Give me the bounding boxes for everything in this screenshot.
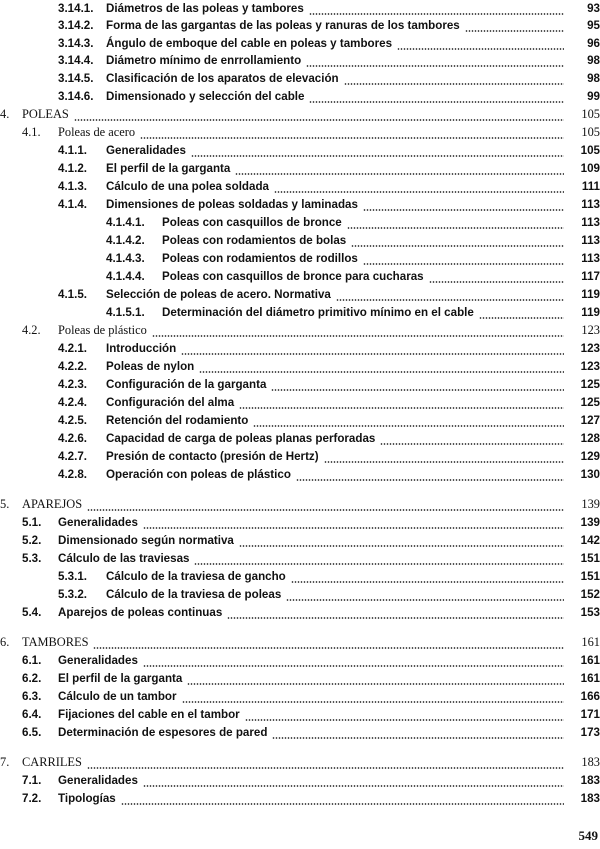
toc-entry[interactable] xyxy=(58,35,600,53)
dot-leader xyxy=(239,545,564,547)
dot-leader xyxy=(143,665,564,667)
toc-entry-number: 6.3. xyxy=(22,690,42,703)
toc-entry-page: 96 xyxy=(587,37,600,50)
toc-entry-page: 127 xyxy=(580,414,600,427)
dot-leader xyxy=(227,617,564,619)
toc-entry[interactable] xyxy=(58,412,600,430)
dot-leader xyxy=(87,509,564,511)
dot-leader xyxy=(351,245,564,247)
dot-leader xyxy=(271,389,564,391)
toc-entry-number: 7. xyxy=(0,755,10,769)
toc-entry-page: 111 xyxy=(581,180,600,193)
toc-entry[interactable] xyxy=(106,250,600,268)
toc-entry-title: Diámetros de las poleas y tambores xyxy=(106,2,304,15)
toc-entry-title: TAMBORES xyxy=(22,635,89,649)
toc-entry-number: 4.1. xyxy=(22,125,41,139)
toc-entry-number: 4.2.6. xyxy=(58,432,88,445)
toc-entry-number: 4.2.1. xyxy=(58,342,88,355)
dot-leader xyxy=(479,317,564,319)
dot-leader xyxy=(121,803,564,805)
toc-entry-title: Generalidades xyxy=(58,774,138,787)
toc-entry-title: Introducción xyxy=(106,342,177,355)
toc-entry-number: 4.2.2. xyxy=(58,360,88,373)
toc-entry-page: 151 xyxy=(580,552,600,565)
toc-entry-number: 3.14.2. xyxy=(58,19,94,32)
toc-entry[interactable] xyxy=(58,358,600,376)
dot-leader xyxy=(191,155,564,157)
toc-entry-number: 5.3.2. xyxy=(58,588,88,601)
dot-leader xyxy=(194,563,564,565)
toc-entry-title: Dimensionado y selección del cable xyxy=(106,90,305,103)
toc-entry-title: El perfil de la garganta xyxy=(58,672,183,685)
toc-entry-title: Generalidades xyxy=(58,516,138,529)
dot-leader xyxy=(347,227,564,229)
toc-entry[interactable] xyxy=(0,496,600,514)
toc-entry-title: Cálculo de la traviesa de gancho xyxy=(106,570,286,583)
toc-entry[interactable] xyxy=(58,286,600,304)
toc-entry-page: 98 xyxy=(587,72,600,85)
toc-entry-page: 152 xyxy=(580,588,600,601)
toc-entry-number: 3.14.5. xyxy=(58,72,94,85)
toc-entry-page: 95 xyxy=(587,19,600,32)
dot-leader xyxy=(309,13,564,15)
toc-entry[interactable] xyxy=(22,688,600,706)
toc-entry[interactable] xyxy=(58,0,600,18)
dot-leader xyxy=(187,683,564,685)
toc-entry[interactable] xyxy=(106,304,600,322)
toc-entry[interactable] xyxy=(58,160,600,178)
toc-entry-title: Poleas con casquillos de bronce para cucharas xyxy=(162,270,424,283)
toc-entry-number: 5.3. xyxy=(22,552,42,565)
toc-entry[interactable] xyxy=(58,394,600,412)
dot-leader xyxy=(380,443,564,445)
toc-entry-title: Generalidades xyxy=(58,654,138,667)
toc-entry[interactable] xyxy=(58,430,600,448)
toc-entry[interactable] xyxy=(22,790,600,808)
toc-entry[interactable] xyxy=(0,634,600,652)
toc-entry[interactable] xyxy=(58,17,600,35)
toc-entry-page: 129 xyxy=(580,450,600,463)
toc-entry-number: 3.14.1. xyxy=(58,2,94,15)
dot-leader xyxy=(93,647,564,649)
dot-leader xyxy=(309,101,564,103)
toc-entry-number: 5.3.1. xyxy=(58,570,88,583)
toc-entry-number: 4.1.4. xyxy=(58,198,88,211)
toc-entry-page: 123 xyxy=(580,360,600,373)
dot-leader xyxy=(363,263,564,265)
dot-leader xyxy=(306,65,564,67)
toc-entry-title: Configuración del alma xyxy=(106,396,235,409)
toc-entry[interactable] xyxy=(58,466,600,484)
toc-entry-title: Cálculo de las traviesas xyxy=(58,552,190,565)
dot-leader xyxy=(199,371,564,373)
toc-entry[interactable] xyxy=(22,532,600,550)
toc-entry-page: 139 xyxy=(580,516,600,529)
dot-leader xyxy=(363,209,564,211)
toc-entry-page: 98 xyxy=(587,54,600,67)
toc-entry[interactable] xyxy=(58,142,600,160)
toc-entry[interactable] xyxy=(22,772,600,790)
toc-entry-number: 7.1. xyxy=(22,774,42,787)
toc-entry-page: 161 xyxy=(580,672,600,685)
dot-leader xyxy=(291,581,564,583)
toc-entry-page: 113 xyxy=(581,216,600,229)
toc-entry-title: CARRILES xyxy=(22,755,82,769)
toc-entry-title: Forma de las gargantas de las poleas y ranuras de los tambores xyxy=(106,19,460,32)
dot-leader xyxy=(182,701,564,703)
dot-leader xyxy=(253,425,564,427)
toc-entry[interactable] xyxy=(22,550,600,568)
toc-entry-title: Determinación del diámetro primitivo mínimo en el cable xyxy=(162,306,474,319)
toc-entry[interactable] xyxy=(22,652,600,670)
toc-entry-number: 4.2.3. xyxy=(58,378,88,391)
toc-entry-title: Retención del rodamiento xyxy=(106,414,249,427)
toc-entry[interactable] xyxy=(58,70,600,88)
dot-leader xyxy=(143,785,564,787)
dot-leader xyxy=(296,479,564,481)
toc-entry-title: Determinación de espesores de pared xyxy=(58,726,268,739)
toc-entry-title: Clasificación de los aparatos de elevación xyxy=(106,72,339,85)
toc-entry-title: Ángulo de emboque del cable en poleas y tambores xyxy=(106,37,393,50)
toc-entry-title: Poleas de acero xyxy=(58,125,136,139)
toc-entry-number: 4.1.4.3. xyxy=(106,252,145,265)
toc-entry-number: 6.2. xyxy=(22,672,42,685)
toc-entry-page: 113 xyxy=(581,252,600,265)
toc-entry-page: 128 xyxy=(580,432,600,445)
dot-leader xyxy=(324,461,564,463)
toc-entry[interactable] xyxy=(58,196,600,214)
toc-entry-page: 125 xyxy=(580,396,600,409)
toc-entry-number: 6.4. xyxy=(22,708,42,721)
toc-entry-number: 3.14.6. xyxy=(58,90,94,103)
toc-entry-title: Operación con poleas de plástico xyxy=(106,468,291,481)
toc-entry[interactable] xyxy=(0,754,600,772)
toc-entry-page: 119 xyxy=(581,306,600,319)
toc-entry-page: 113 xyxy=(581,234,600,247)
toc-entry[interactable] xyxy=(58,340,600,358)
toc-entry-title: Capacidad de carga de poleas planas perforadas xyxy=(106,432,376,445)
toc-entry-title: Dimensionado según normativa xyxy=(58,534,234,547)
toc-entry[interactable] xyxy=(106,268,600,286)
toc-entry-number: 4.1.4.2. xyxy=(106,234,145,247)
toc-entry[interactable] xyxy=(58,448,600,466)
toc-entry-page: 109 xyxy=(580,162,600,175)
toc-entry-number: 4.1.2. xyxy=(58,162,88,175)
toc-entry-title: El perfil de la garganta xyxy=(106,162,231,175)
toc-entry-number: 7.2. xyxy=(22,792,42,805)
toc-entry-title: Diámetro mínimo de enrrollamiento xyxy=(106,54,302,67)
toc-entry-number: 4.1.1. xyxy=(58,144,88,157)
toc-entry[interactable] xyxy=(22,124,600,142)
toc-entry-page: 117 xyxy=(581,270,600,283)
toc-entry-number: 4.2.7. xyxy=(58,450,88,463)
toc-entry[interactable] xyxy=(58,178,600,196)
toc-entry[interactable] xyxy=(58,376,600,394)
toc-entry-title: Cálculo de la traviesa de poleas xyxy=(106,588,282,601)
toc-entry-page: 113 xyxy=(581,198,600,211)
toc-entry-page: 171 xyxy=(580,708,600,721)
toc-entry-number: 4.2.8. xyxy=(58,468,88,481)
dot-leader xyxy=(181,353,564,355)
toc-entry-number: 5. xyxy=(0,497,10,511)
toc-entry-title: POLEAS xyxy=(22,107,69,121)
dot-leader xyxy=(429,281,564,283)
toc-entry[interactable] xyxy=(58,88,600,106)
dot-leader xyxy=(336,299,564,301)
toc-entry-number: 4.1.4.4. xyxy=(106,270,145,283)
dot-leader xyxy=(143,527,564,529)
dot-leader xyxy=(397,48,564,50)
toc-entry-page: 183 xyxy=(580,792,600,805)
toc-entry-number: 6.1. xyxy=(22,654,42,667)
toc-entry-number: 4.1.3. xyxy=(58,180,88,193)
toc-entry-page: 125 xyxy=(580,378,600,391)
toc-entry-number: 3.14.4. xyxy=(58,54,94,67)
toc-entry-page: 130 xyxy=(580,468,600,481)
toc-entry-number: 4.1.5.1. xyxy=(106,306,145,319)
toc-entry-number: 5.1. xyxy=(22,516,42,529)
toc-entry-page: 123 xyxy=(580,342,600,355)
toc-entry-number: 6.5. xyxy=(22,726,42,739)
toc-entry-page: 139 xyxy=(581,497,600,511)
toc-entry-number: 4.2.5. xyxy=(58,414,88,427)
toc-entry-page: 166 xyxy=(580,690,600,703)
toc-entry-page: 153 xyxy=(580,606,600,619)
dot-leader xyxy=(152,335,564,337)
toc-entry-title: Presión de contacto (presión de Hertz) xyxy=(106,450,319,463)
toc-entry-title: Cálculo de una polea soldada xyxy=(106,180,269,193)
toc-entry-page: 123 xyxy=(581,323,600,337)
toc-entry-number: 4.2. xyxy=(22,323,41,337)
toc-entry-title: Tipologías xyxy=(58,792,116,805)
toc-entry-title: Fijaciones del cable en el tambor xyxy=(58,708,240,721)
toc-entry[interactable] xyxy=(22,724,600,742)
toc-entry[interactable] xyxy=(58,586,600,604)
dot-leader xyxy=(344,83,564,85)
dot-leader xyxy=(74,119,564,121)
toc-entry-number: 4.1.4.1. xyxy=(106,216,145,229)
toc-entry-title: Selección de poleas de acero. Normativa xyxy=(106,288,331,301)
toc-entry-number: 3.14.3. xyxy=(58,37,94,50)
toc-entry-number: 6. xyxy=(0,635,10,649)
toc-entry-title: Poleas con rodamientos de rodillos xyxy=(162,252,358,265)
toc-entry-number: 5.4. xyxy=(22,606,42,619)
dot-leader xyxy=(87,767,564,769)
toc-entry-title: APAREJOS xyxy=(22,497,83,511)
toc-entry[interactable] xyxy=(22,706,600,724)
page-number: 549 xyxy=(578,828,598,843)
toc-entry-title: Configuración de la garganta xyxy=(106,378,267,391)
toc-entry-page: 105 xyxy=(580,144,600,157)
toc-entry-title: Dimensiones de poleas soldadas y laminadas xyxy=(106,198,358,211)
toc-entry[interactable] xyxy=(22,322,600,340)
toc-entry-number: 4. xyxy=(0,107,10,121)
dot-leader xyxy=(272,737,564,739)
toc-entry-number: 5.2. xyxy=(22,534,42,547)
dot-leader xyxy=(465,30,564,32)
toc-entry-page: 183 xyxy=(581,755,600,769)
toc-entry[interactable] xyxy=(58,52,600,70)
toc-entry-title: Generalidades xyxy=(106,144,186,157)
toc-entry-page: 142 xyxy=(580,534,600,547)
toc-entry-title: Cálculo de un tambor xyxy=(58,690,177,703)
toc-entry-page: 99 xyxy=(587,90,600,103)
toc-entry-title: Poleas de plástico xyxy=(58,323,147,337)
toc-entry-page: 183 xyxy=(580,774,600,787)
dot-leader xyxy=(286,599,564,601)
dot-leader xyxy=(239,407,564,409)
toc-entry-page: 173 xyxy=(580,726,600,739)
toc-entry[interactable] xyxy=(106,214,600,232)
toc-entry-number: 4.1.5. xyxy=(58,288,88,301)
dot-leader xyxy=(140,137,564,139)
toc-entry[interactable] xyxy=(0,106,600,124)
toc-entry-page: 105 xyxy=(581,125,600,139)
toc-entry-title: Poleas de nylon xyxy=(106,360,195,373)
toc-entry-title: Poleas con rodamientos de bolas xyxy=(162,234,347,247)
toc-entry-page: 93 xyxy=(587,2,600,15)
toc-entry-title: Aparejos de poleas continuas xyxy=(58,606,223,619)
toc-entry-page: 119 xyxy=(581,288,600,301)
toc-entry[interactable] xyxy=(58,568,600,586)
toc-entry[interactable] xyxy=(106,232,600,250)
toc-entry-title: Poleas con casquillos de bronce xyxy=(162,216,342,229)
toc-entry-page: 105 xyxy=(581,107,600,121)
toc-entry[interactable] xyxy=(22,604,600,622)
dot-leader xyxy=(245,719,564,721)
toc-entry[interactable] xyxy=(22,514,600,532)
toc-entry[interactable] xyxy=(22,670,600,688)
dot-leader xyxy=(274,191,564,193)
toc-entry-page: 161 xyxy=(580,654,600,667)
toc-entry-number: 4.2.4. xyxy=(58,396,88,409)
toc-entry-page: 161 xyxy=(581,635,600,649)
dot-leader xyxy=(235,173,564,175)
toc-entry-page: 151 xyxy=(580,570,600,583)
